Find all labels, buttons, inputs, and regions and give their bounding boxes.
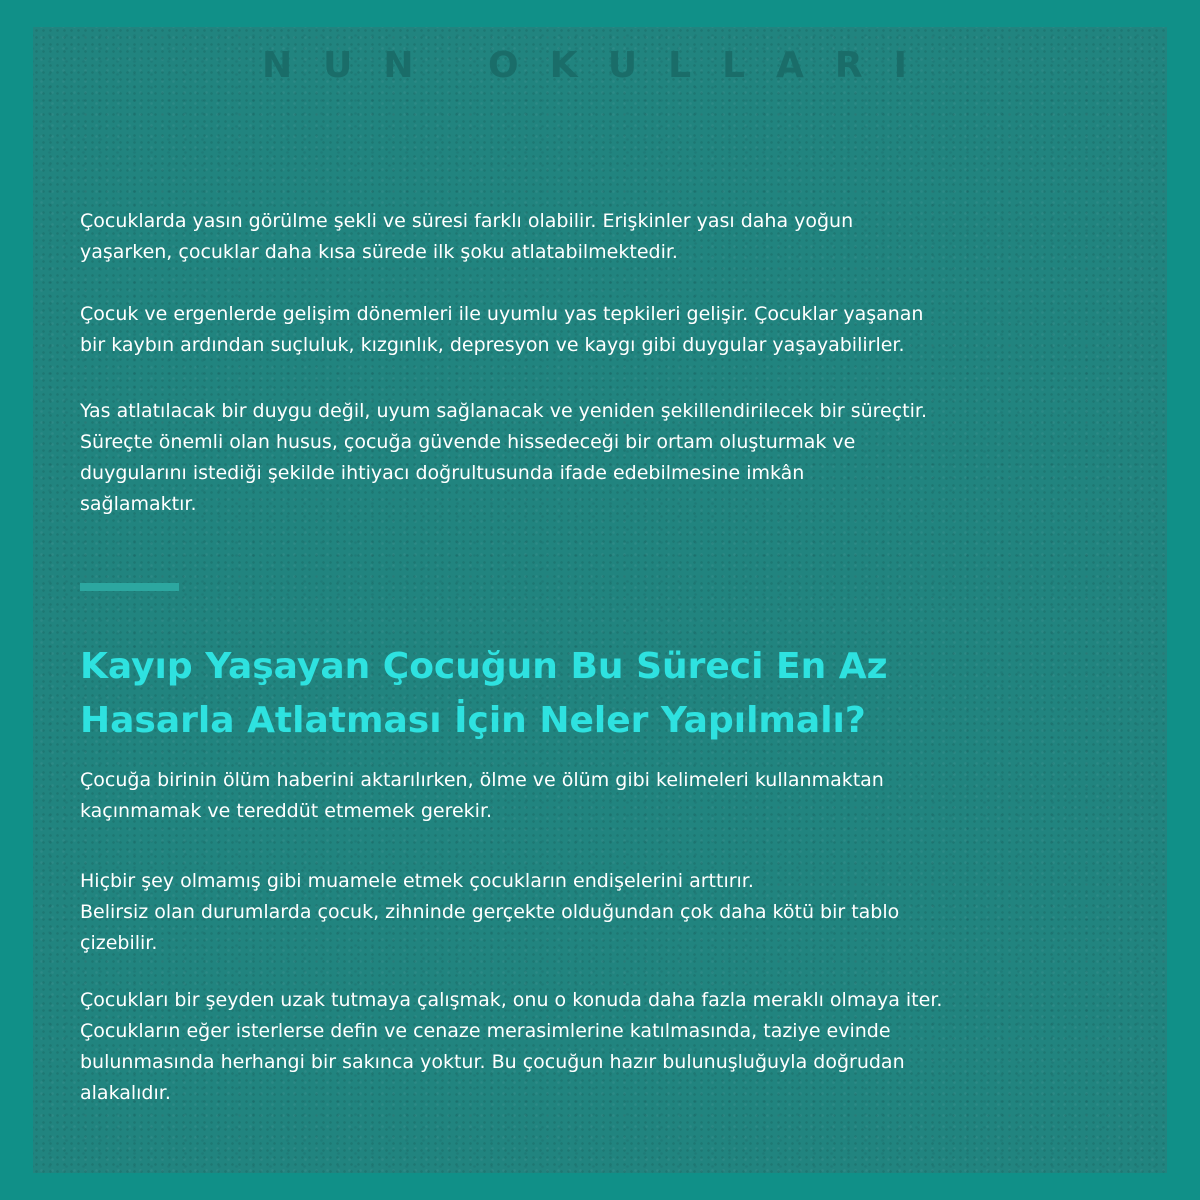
text-line: kaçınmamak ve tereddüt etmemek gerekir. — [80, 800, 493, 822]
text-line: yaşarken, çocuklar daha kısa sürede ilk şoku atlatabilmektedir. — [80, 241, 678, 263]
section-heading — [80, 640, 1080, 748]
intro-paragraph — [80, 396, 1140, 520]
text-line: bir kaybın ardından suçluluk, kızgınlık, depresyon ve kaygı gibi duygular yaşayabilirler. — [80, 334, 905, 356]
heading-line: Kayıp Yaşayan Çocuğun Bu Süreci En Az — [80, 646, 888, 687]
text-line: Çocuğa birinin ölüm haberini aktarılırken, ölme ve ölüm gibi kelimeleri kullanmaktan — [80, 769, 884, 791]
text-line: Çocuk ve ergenlerde gelişim dönemleri ile uyumlu yas tepkileri gelişir. Çocuklar yaşanan — [80, 303, 924, 325]
section-divider — [80, 583, 179, 591]
text-line: Süreçte önemli olan husus, çocuğa güvende hissedeceği bir ortam oluşturmak ve — [80, 431, 856, 453]
text-line: Çocuklarda yasın görülme şekli ve süresi farklı olabilir. Erişkinler yası daha yoğun — [80, 210, 854, 232]
text-line: Yas atlatılacak bir duygu değil, uyum sağlanacak ve yeniden şekillendirilecek bir süreçtir. — [80, 400, 928, 422]
advice-paragraph — [80, 985, 1140, 1109]
text-line: Hiçbir şey olmamış gibi muamele etmek çocukların endişelerini arttırır. — [80, 870, 754, 892]
intro-paragraph — [80, 206, 1140, 268]
text-line: Belirsiz olan durumlarda çocuk, zihninde gerçekte olduğundan çok daha kötü bir tablo — [80, 901, 900, 923]
intro-paragraph — [80, 299, 1140, 361]
text-line: bulunmasında herhangi bir sakınca yoktur. Bu çocuğun hazır bulunuşluğuyla doğrudan — [80, 1051, 905, 1073]
text-line: sağlamaktır. — [80, 493, 197, 515]
text-line: duygularını istediği şekilde ihtiyacı doğrultusunda ifade edebilmesine imkân — [80, 462, 805, 484]
advice-paragraph — [80, 866, 1140, 959]
text-line: çizebilir. — [80, 932, 158, 954]
heading-line: Hasarla Atlatması İçin Neler Yapılmalı? — [80, 700, 866, 741]
text-line: Çocukları bir şeyden uzak tutmaya çalışmak, onu o konuda daha fazla meraklı olmaya iter. — [80, 989, 943, 1011]
advice-paragraph — [80, 765, 1140, 827]
brand-title: NUN OKULLARI — [262, 45, 938, 86]
text-line: Çocukların eğer isterlerse defin ve cenaze merasimlerine katılmasında, taziye evinde — [80, 1020, 891, 1042]
text-line: alakalıdır. — [80, 1082, 171, 1104]
